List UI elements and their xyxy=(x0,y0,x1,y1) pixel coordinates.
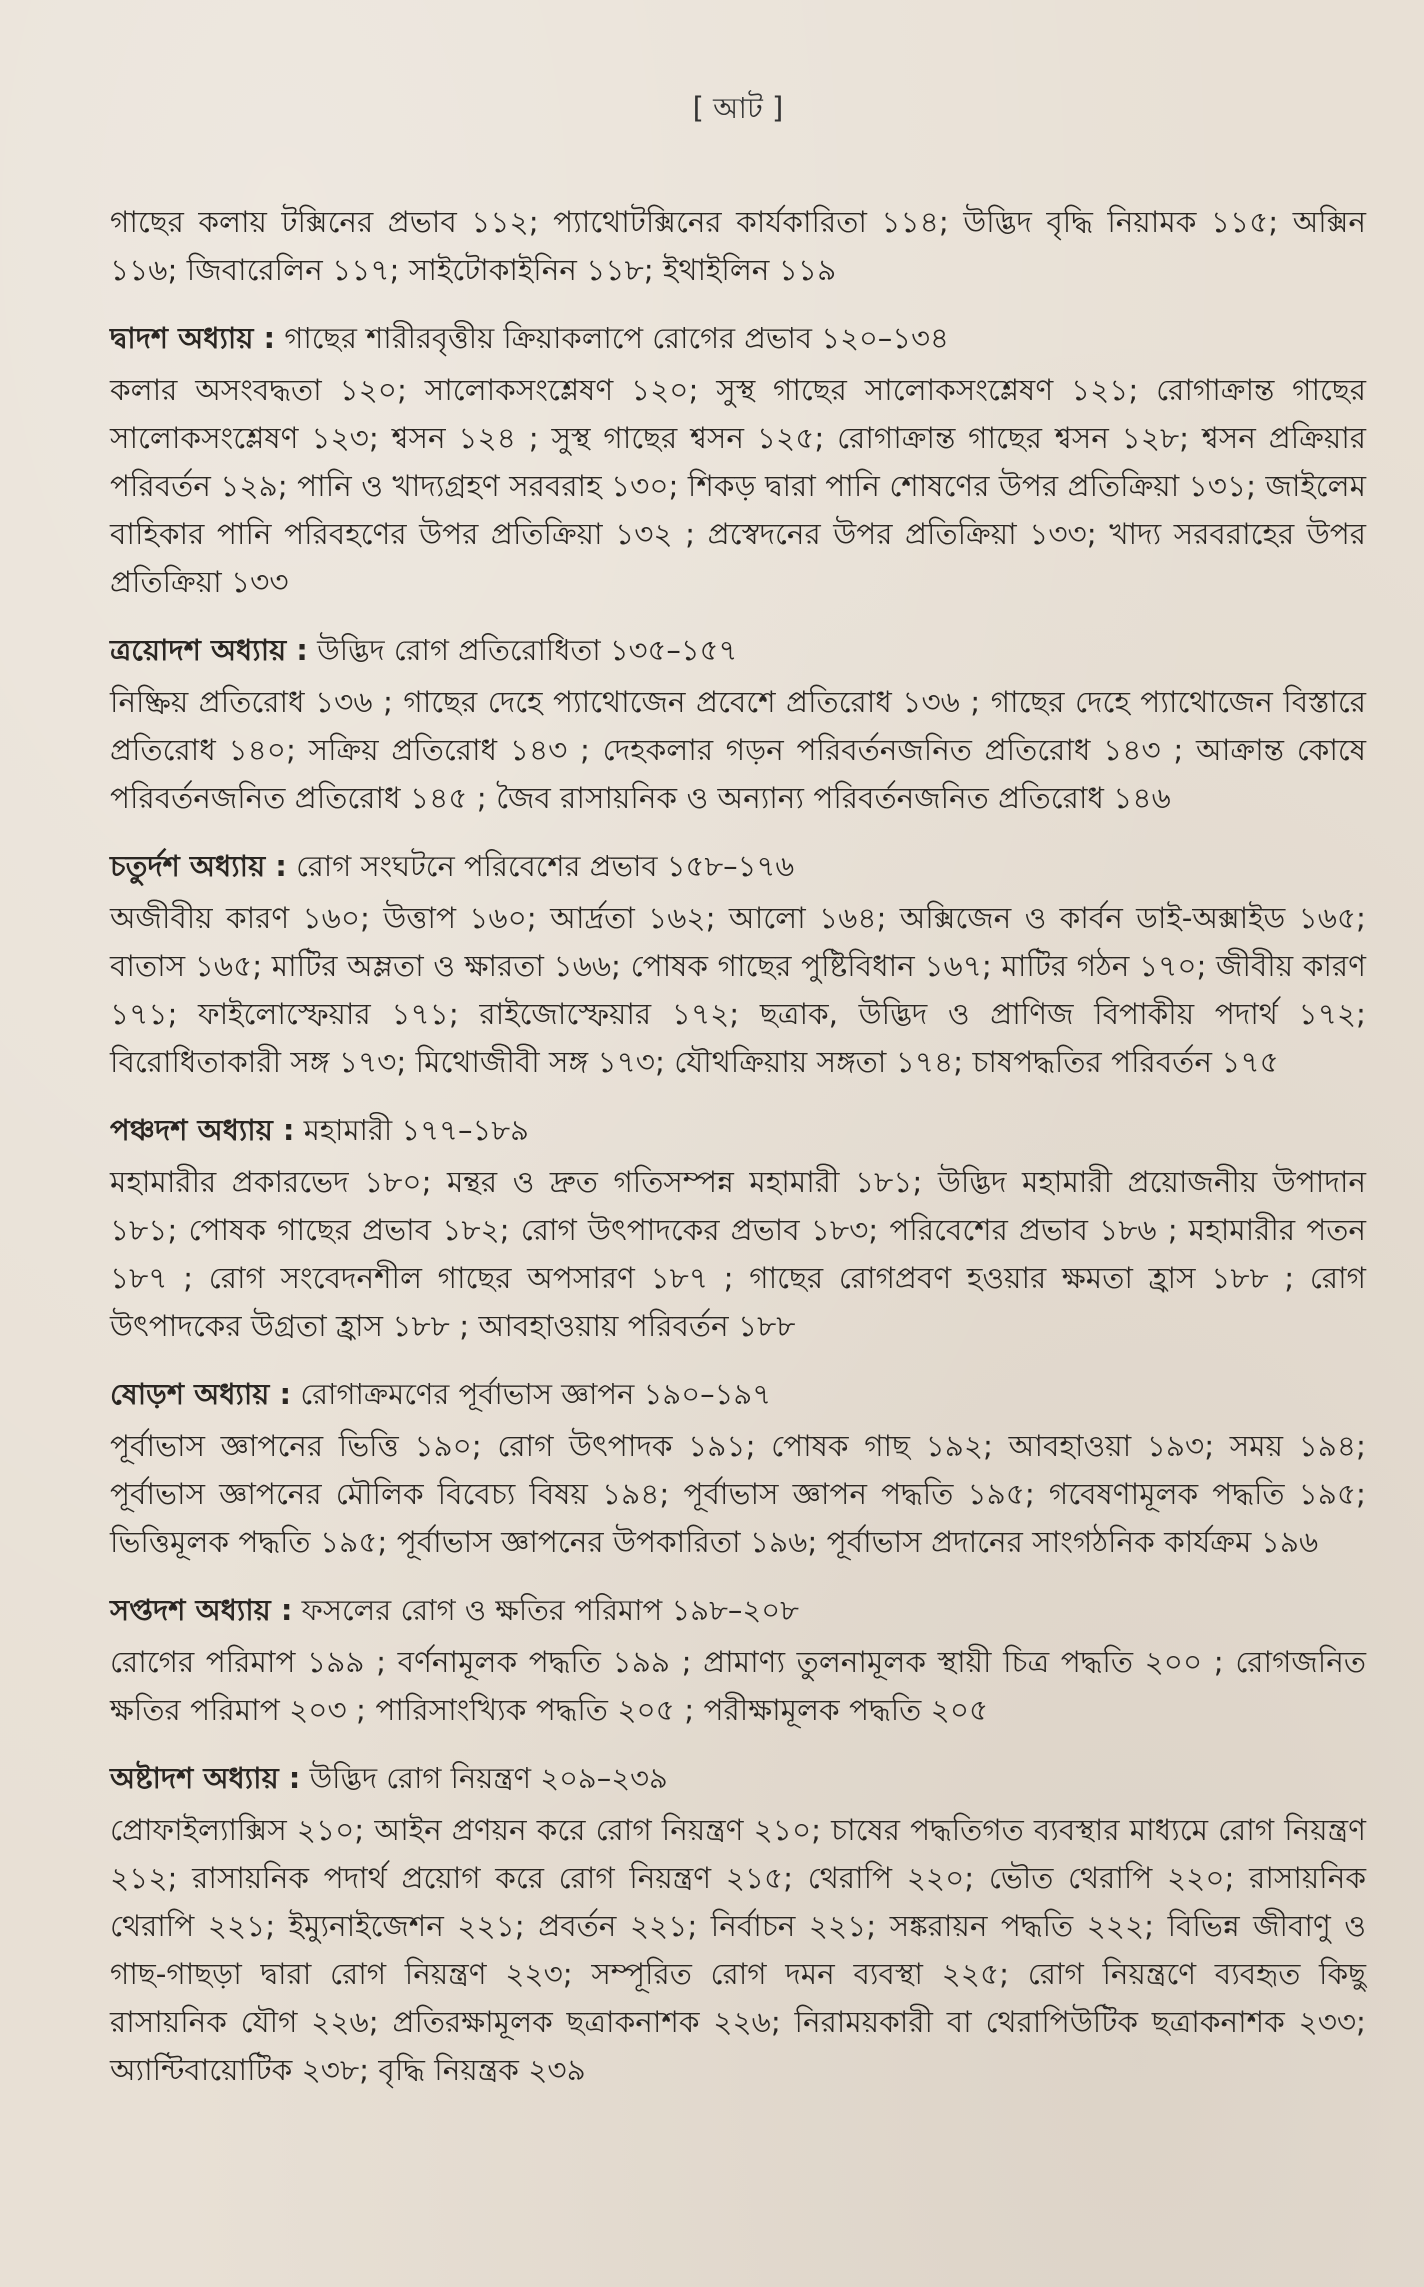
chapter-heading xyxy=(110,1588,1366,1632)
toc-section-chapter-13 xyxy=(110,628,1366,822)
chapter-title: অষ্টাদশ অধ্যায় : xyxy=(110,1761,301,1795)
page-number-label: [ আট ] xyxy=(692,91,784,125)
chapter-title: ষোড়শ অধ্যায় : xyxy=(110,1377,292,1411)
toc-entries: নিষ্ক্রিয় প্রতিরোধ ১৩৬ ; গাছের দেহে প্যাথোজেন প্রবেশে প্রতিরোধ ১৩৬ ; গাছের দেহে প্যাথোজেন বিস্তারে প্রতিরোধ ১৪০; সক্রিয় প্রতিরোধ ১৪৩ ; দেহকলার গড়ন পরিবর্তনজনিত প্রতিরোধ ১৪৩ ; আক্রান্ত কোষে পরিবর্তনজনিত প্রতিরোধ ১৪৫ ; জৈব রাসায়নিক ও অন্যান্য পরিবর্তনজনিত প্রতিরোধ ১৪৬ xyxy=(110,685,1366,815)
toc-entries: মহামারীর প্রকারভেদ ১৮০; মন্থর ও দ্রুত গতিসম্পন্ন মহামারী ১৮১; উদ্ভিদ মহামারী প্রয়োজনীয় উপাদান ১৮১; পোষক গাছের প্রভাব ১৮২; রোগ উৎপাদকের প্রভাব ১৮৩; পরিবেশের প্রভাব ১৮৬ ; মহামারীর পতন ১৮৭ ; রোগ সংবেদনশীল গাছের অপসারণ ১৮৭ ; গাছের রোগপ্রবণ হওয়ার ক্ষমতা হ্রাস ১৮৮ ; রোগ উৎপাদকের উগ্রতা হ্রাস ১৮৮ ; আবহাওয়ায় পরিবর্তন ১৮৮ xyxy=(110,1165,1367,1343)
toc-section-chapter-12 xyxy=(110,316,1366,606)
chapter-heading xyxy=(110,1372,1366,1416)
chapter-subtitle: উদ্ভিদ রোগ প্রতিরোধিতা ১৩৫–১৫৭ xyxy=(317,633,738,667)
chapter-subtitle: ফসলের রোগ ও ক্ষতির পরিমাপ ১৯৮–২০৮ xyxy=(301,1593,799,1627)
chapter-heading xyxy=(110,1108,1366,1152)
chapter-title: পঞ্চদশ অধ্যায় : xyxy=(110,1113,295,1147)
toc-entries: অজীবীয় কারণ ১৬০; উত্তাপ ১৬০; আর্দ্রতা ১৬২; আলো ১৬৪; অক্সিজেন ও কার্বন ডাই-অক্সাইড ১৬৫; বাতাস ১৬৫; মাটির অম্লতা ও ক্ষারতা ১৬৬; পোষক গাছের পুষ্টিবিধান ১৬৭; মাটির গঠন ১৭০; জীবীয় কারণ ১৭১; ফাইলোস্ফেয়ার ১৭১; রাইজোস্ফেয়ার ১৭২; ছত্রাক, উদ্ভিদ ও প্রাণিজ বিপাকীয় পদার্থ ১৭২; বিরোধিতাকারী সঙ্গ ১৭৩; মিথোজীবী সঙ্গ ১৭৩; যৌথক্রিয়ায় সঙ্গতা ১৭৪; চাষপদ্ধতির পরিবর্তন ১৭৫ xyxy=(110,901,1366,1079)
toc-section-chapter-16 xyxy=(110,1372,1366,1566)
toc-entries: প্রোফাইল্যাক্সিস ২১০; আইন প্রণয়ন করে রোগ নিয়ন্ত্রণ ২১০; চাষের পদ্ধতিগত ব্যবস্থার মাধ্যমে রোগ নিয়ন্ত্রণ ২১২; রাসায়নিক পদার্থ প্রয়োগ করে রোগ নিয়ন্ত্রণ ২১৫; থেরাপি ২২০; ভৌত থেরাপি ২২০; রাসায়নিক থেরাপি ২২১; ইম্যুনাইজেশন ২২১; প্রবর্তন ২২১; নির্বাচন ২২১; সঙ্করায়ন পদ্ধতি ২২২; বিভিন্ন জীবাণু ও গাছ-গাছড়া দ্বারা রোগ নিয়ন্ত্রণ ২২৩; সম্পূরিত রোগ দমন ব্যবস্থা ২২৫; রোগ নিয়ন্ত্রণে ব্যবহৃত কিছু রাসায়নিক যৌগ ২২৬; প্রতিরক্ষামূলক ছত্রাকনাশক ২২৬; নিরাময়কারী বা থেরাপিউটিক ছত্রাকনাশক ২৩৩; অ্যান্টিবায়োটিক ২৩৮; বৃদ্ধি নিয়ন্ত্রক ২৩৯ xyxy=(110,1813,1366,2087)
toc-entries: গাছের কলায় টক্সিনের প্রভাব ১১২; প্যাথোটক্সিনের কার্যকারিতা ১১৪; উদ্ভিদ বৃদ্ধি নিয়ামক ১১৫; অক্সিন ১১৬; জিবারেলিন ১১৭; সাইটোকাইনিন ১১৮; ইথাইলিন ১১৯ xyxy=(110,205,1366,287)
chapter-title: ত্রয়োদশ অধ্যায় : xyxy=(110,633,308,667)
chapter-heading xyxy=(110,628,1366,672)
chapter-title: সপ্তদশ অধ্যায় : xyxy=(110,1593,293,1627)
chapter-heading xyxy=(110,1756,1366,1800)
toc-section-chapter-14 xyxy=(110,844,1366,1086)
toc-entries: পূর্বাভাস জ্ঞাপনের ভিত্তি ১৯০; রোগ উৎপাদক ১৯১; পোষক গাছ ১৯২; আবহাওয়া ১৯৩; সময় ১৯৪; পূর্বাভাস জ্ঞাপনের মৌলিক বিবেচ্য বিষয় ১৯৪; পূর্বাভাস জ্ঞাপন পদ্ধতি ১৯৫; গবেষণামূলক পদ্ধতি ১৯৫; ভিত্তিমূলক পদ্ধতি ১৯৫; পূর্বাভাস জ্ঞাপনের উপকারিতা ১৯৬; পূর্বাভাস প্রদানের সাংগঠনিক কার্যক্রম ১৯৬ xyxy=(110,1429,1366,1559)
chapter-subtitle: রোগাক্রমণের পূর্বাভাস জ্ঞাপন ১৯০–১৯৭ xyxy=(300,1377,772,1411)
chapter-heading xyxy=(110,316,1366,360)
chapter-title: দ্বাদশ অধ্যায় : xyxy=(110,321,276,355)
chapter-heading xyxy=(110,844,1366,888)
toc-section-chapter-17 xyxy=(110,1588,1366,1734)
toc-section-chapter-18 xyxy=(110,1756,1366,2094)
chapter-subtitle: উদ্ভিদ রোগ নিয়ন্ত্রণ ২০৯–২৩৯ xyxy=(309,1761,668,1795)
chapter-subtitle: গাছের শারীরবৃত্তীয় ক্রিয়াকলাপে রোগের প্রভাব ১২০–১৩৪ xyxy=(284,321,949,355)
chapter-subtitle: মহামারী ১৭৭–১৮৯ xyxy=(303,1113,529,1147)
toc-section-chapter-15 xyxy=(110,1108,1366,1350)
chapter-title: চতুর্দশ অধ্যায় : xyxy=(110,849,287,883)
toc-section-continuation xyxy=(110,198,1366,294)
chapter-subtitle: রোগ সংঘটনে পরিবেশের প্রভাব ১৫৮–১৭৬ xyxy=(296,849,795,883)
toc-entries: রোগের পরিমাপ ১৯৯ ; বর্ণনামূলক পদ্ধতি ১৯৯ ; প্রামাণ্য তুলনামূলক স্থায়ী চিত্র পদ্ধতি ২০০ ; রোগজনিত ক্ষতির পরিমাপ ২০৩ ; পারিসাংখ্যিক পদ্ধতি ২০৫ ; পরীক্ষামূলক পদ্ধতি ২০৫ xyxy=(110,1645,1366,1727)
toc-entries: কলার অসংবদ্ধতা ১২০; সালোকসংশ্লেষণ ১২০; সুস্থ গাছের সালোকসংশ্লেষণ ১২১; রোগাক্রান্ত গাছের সালোকসংশ্লেষণ ১২৩; শ্বসন ১২৪ ; সুস্থ গাছের শ্বসন ১২৫; রোগাক্রান্ত গাছের শ্বসন ১২৮; শ্বসন প্রক্রিয়ার পরিবর্তন ১২৯; পানি ও খাদ্যগ্রহণ সরবরাহ ১৩০; শিকড় দ্বারা পানি শোষণের উপর প্রতিক্রিয়া ১৩১; জাইলেম বাহিকার পানি পরিবহণের উপর প্রতিক্রিয়া ১৩২ ; প্রস্বেদনের উপর প্রতিক্রিয়া ১৩৩; খাদ্য সরবরাহের উপর প্রতিক্রিয়া ১৩৩ xyxy=(110,373,1366,599)
